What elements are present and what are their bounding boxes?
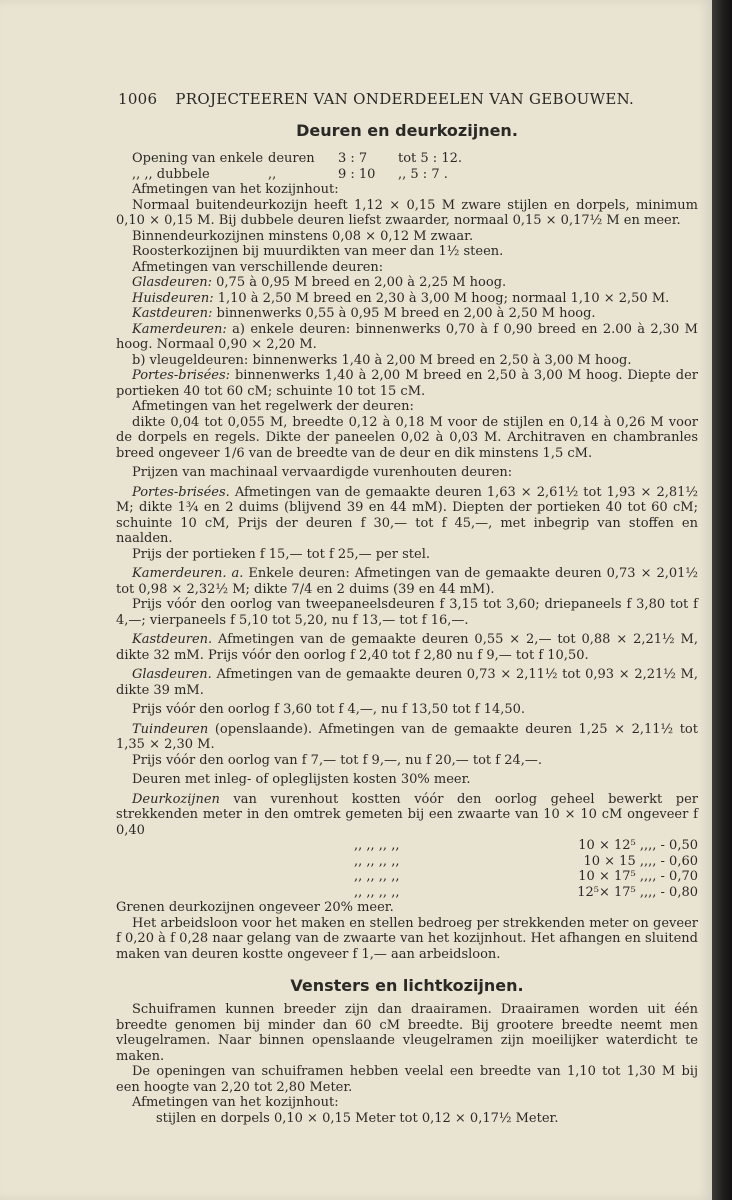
door-text: 0,75 à 0,95 M breed en 2,00 à 2,25 M hoog. bbox=[212, 275, 507, 290]
kozijn-price: ,, - 0,80 bbox=[648, 884, 698, 900]
door-entry bbox=[116, 275, 698, 291]
kozijn-label: Deurkozijnen bbox=[132, 791, 220, 807]
kozijn-price: ,, - 0,70 bbox=[648, 869, 698, 884]
kozijn-size: 12⁵× 17⁵ ,, bbox=[577, 884, 649, 900]
price-text: Afmetingen van de gemaakte deuren 0,73 × 2,11½ tot 0,93 × 2,21½ M, dikte 39 mM. bbox=[116, 667, 698, 698]
paragraph: stijlen en dorpels 0,10 × 0,15 Meter tot 0,12 × 0,17½ Meter. bbox=[156, 1110, 559, 1126]
paragraph-text: Schuiframen kunnen breeder zijn dan draairamen. Draairamen worden uit één breedte genomen bij minder dan 60 cM breedte. Bij grootere breedte neemt men vleugelramen. Naar binnen openslaande vleugelramen zijn moeilijker waterdicht te maken. bbox=[116, 1002, 698, 1064]
kozijn-entry bbox=[116, 792, 698, 839]
kozijn-row bbox=[116, 869, 698, 885]
opening-ratio-max: ,, 5 : 7 . bbox=[398, 166, 448, 182]
paragraph: Prijzen van machinaal vervaardigde vurenhouten deuren: bbox=[132, 465, 513, 480]
opening-label: Opening van enkele bbox=[132, 151, 264, 166]
paragraph-text: Het arbeidsloon voor het maken en stellen bedroeg per strekkenden meter on geveer f 0,20 à f 0,28 naar gelang van de zwaarte van het kozijnhout. Het afhangen en sluitend maken van deuren kostte ongeveer f 1,— aan arbeidsloon. bbox=[116, 915, 698, 962]
price-entry bbox=[116, 632, 698, 663]
opening-type: deuren bbox=[268, 151, 315, 166]
door-label: Portes-brisées: bbox=[132, 368, 231, 383]
paragraph bbox=[116, 1002, 698, 1064]
price-entry: Prijs vóór den oorlog van f 7,— tot f 9,—, nu f 20,— tot f 24,—. bbox=[132, 752, 543, 768]
price-text: Afmetingen van de gemaakte deuren 0,55 × 2,— tot 0,88 × 2,21½ M, dikte 32 mM. Prijs vóór den oorlog f 2,40 tot f 2,80 nu f 9,— tot f 10,50. bbox=[116, 632, 698, 663]
page-number: 1006 bbox=[118, 90, 158, 108]
price-text: Prijs vóór den oorlog van tweepaneelsdeuren f 3,15 tot 3,60; driepaneels f 3,80 tot f 4,—; vierpaneels f 5,10 tot 5,20, nu f 13,— tot f 16,—. bbox=[116, 597, 698, 628]
price-entry bbox=[116, 667, 698, 698]
running-title: PROJECTEEREN VAN ONDERDEELEN VAN GEBOUWEN. bbox=[175, 90, 635, 108]
paragraph: Roosterkozijnen bij muurdikten van meer dan 1½ steen. bbox=[132, 244, 504, 259]
door-text: a) enkele deuren: binnenwerks 0,70 à f 0,90 breed en 2.00 à 2,30 M hoog. Normaal 0,90 × 2,20 M. bbox=[116, 321, 698, 352]
kozijn-price: ,, - 0,60 bbox=[648, 853, 698, 869]
price-text: Afmetingen van de gemaakte deuren 1,63 × 2,61½ tot 1,93 × 2,81½ M; dikte 1¾ en 2 duims (blijvend 39 en 44 mM). Diepten der portieken 40 tot 60 cM; schuinte 10 cM, Prijs der deuren f 30,— tot f 45,—, met inbegrip van stoffen en naalden. bbox=[116, 484, 698, 546]
kozijn-row bbox=[116, 854, 698, 870]
opening-ratio: 9 : 10 bbox=[338, 166, 376, 182]
door-entry bbox=[116, 368, 698, 399]
paragraph bbox=[116, 916, 698, 963]
paragraph bbox=[116, 198, 698, 229]
opening-ratio: 3 : 7 bbox=[338, 151, 368, 166]
kozijn-row bbox=[116, 885, 698, 901]
opening-row bbox=[116, 151, 698, 167]
paragraph: Afmetingen van verschillende deuren: bbox=[132, 259, 384, 275]
door-label: Huisdeuren: bbox=[132, 290, 214, 306]
price-label: Glasdeuren. bbox=[132, 667, 212, 682]
section-title-windows: Vensters en lichtkozijnen. bbox=[290, 976, 524, 995]
price-entry: Prijs vóór den oorlog f 3,60 tot f 4,—, nu f 13,50 tot f 14,50. bbox=[132, 702, 526, 717]
ditto: ,, ,, ,, ,, bbox=[354, 884, 400, 900]
opening-label: ,, ,, dubbele bbox=[132, 166, 210, 182]
price-entry: Deuren met inleg- of opleglijsten kosten 30% meer. bbox=[132, 772, 471, 787]
price-entry bbox=[116, 485, 698, 547]
paragraph-text: Normaal buitendeurkozijn heeft 1,12 × 0,15 M zware stijlen en dorpels, minimum 0,10 × 0,15 M. Bij dubbele deuren liefst zwaarder, normaal 0,15 × 0,17½ M en meer. bbox=[116, 197, 698, 228]
opening-type: ,, bbox=[268, 166, 277, 182]
section-title-doors: Deuren en deurkozijnen. bbox=[296, 121, 518, 140]
paragraph: Afmetingen van het regelwerk der deuren: bbox=[132, 399, 414, 414]
ditto: ,, ,, ,, ,, bbox=[354, 838, 400, 853]
kozijn-size: 10 × 17⁵ ,, bbox=[578, 869, 649, 884]
paragraph: Afmetingen van het kozijnhout: bbox=[132, 182, 339, 197]
kozijn-size: 10 × 12⁵ ,, bbox=[578, 838, 649, 853]
paragraph-text: dikte 0,04 tot 0,055 M, breedte 0,12 à 0,18 M voor de stijlen en 0,14 à 0,26 M voor de dorpels en regels. Dikte der paneelen 0,02 à 0,03 M. Architraven en chambranles breed ongeveer 1/6 van de breedte van de deur en dik minstens 1,5 cM. bbox=[116, 414, 698, 461]
price-text: Enkele deuren: Afmetingen van de gemaakte deuren 0,73 × 2,01½ tot 0,98 × 2,32½ M; dikte 7/4 en 2 duims (39 en 44 mM). bbox=[116, 566, 699, 597]
price-entry bbox=[116, 597, 698, 628]
paragraph bbox=[116, 1064, 698, 1095]
door-text: 1,10 à 2,50 M breed en 2,30 à 3,00 M hoog; normaal 1,10 × 2,50 M. bbox=[213, 290, 670, 306]
opening-row bbox=[116, 167, 698, 183]
paragraph: Grenen deurkozijnen ongeveer 20% meer. bbox=[116, 900, 394, 915]
door-label: Kastdeuren: bbox=[132, 306, 213, 321]
running-header bbox=[118, 90, 638, 108]
door-label: Glasdeuren: bbox=[132, 275, 213, 290]
kozijn-text: van vurenhout kostten vóór den oorlog geheel bewerkt per strekkenden meter in den omtrek gemeten bij een zwaarte van 10 × 10 cM ongeveer f 0,40 bbox=[116, 791, 698, 838]
paragraph bbox=[116, 415, 698, 462]
paragraph-text: De openingen van schuiframen hebben veelal een breedte van 1,10 tot 1,30 M bij een hoogte van 2,20 tot 2,80 Meter. bbox=[116, 1064, 698, 1095]
price-text: (openslaande). Afmetingen van de gemaakte deuren 1,25 × 2,11½ tot 1,35 × 2,30 M. bbox=[116, 721, 698, 752]
opening-ratio-max: tot 5 : 12. bbox=[398, 151, 462, 166]
door-entry bbox=[116, 322, 698, 353]
ditto: ,, ,, ,, ,, bbox=[354, 869, 400, 884]
price-label: Tuindeuren bbox=[132, 721, 209, 737]
price-entry: Prijs der portieken f 15,— tot f 25,— per stel. bbox=[132, 546, 430, 562]
door-text: binnenwerks 0,55 à 0,95 M breed en 2,00 à 2,50 M hoog. bbox=[212, 306, 596, 321]
ditto: ,, ,, ,, ,, bbox=[354, 853, 400, 869]
paragraph: Afmetingen van het kozijnhout: bbox=[132, 1095, 339, 1110]
kozijn-size: 10 × 15 ,, bbox=[583, 853, 649, 869]
price-label: Kamerdeuren. a. bbox=[132, 566, 244, 581]
page-content bbox=[116, 119, 698, 1126]
price-label: Portes-brisées. bbox=[132, 484, 230, 500]
book-spine bbox=[712, 0, 732, 1200]
kozijn-price: ,, - 0,50 bbox=[648, 838, 698, 853]
door-entry bbox=[116, 306, 698, 322]
kozijn-row bbox=[116, 838, 698, 854]
price-entry bbox=[116, 566, 698, 597]
door-text: binnenwerks 1,40 à 2,00 M breed en 2,50 à 3,00 M hoog. Diepte der portieken 40 tot 60 cM; schuinte 10 tot 15 cM. bbox=[116, 368, 698, 399]
price-label: Kastdeuren. bbox=[132, 632, 213, 647]
paragraph: Binnendeurkozijnen minstens 0,08 × 0,12 M zwaar. bbox=[132, 228, 474, 244]
door-entry: b) vleugeldeuren: binnenwerks 1,40 à 2,00 M breed en 2,50 à 3,00 M hoog. bbox=[132, 352, 632, 368]
price-entry bbox=[116, 722, 698, 753]
door-label: Kamerdeuren: bbox=[132, 321, 227, 337]
door-entry bbox=[116, 291, 698, 307]
